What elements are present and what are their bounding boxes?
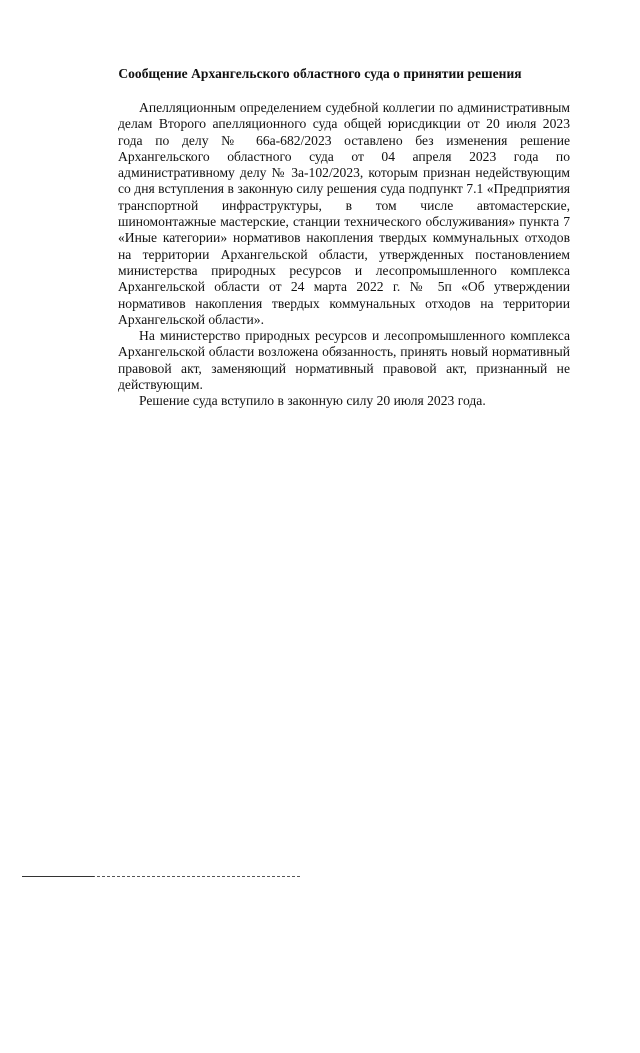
paragraph-appeal-ruling: Апелляционным определением судебной коллегии по административным делам Второго апелляционного суда общей юрисдикции от 20 июля 2023 года по делу № 66а-682/2023 оставлено без изменения решение Архангельского областного суда от 04 апреля 2023 года по административному делу № 3а-102/2023, которым признан недействующим со дня вступления в законную силу решения суда подпункт 7.1 «Предприятия транспортной инфраструктуры, в том числе автомастерские, шиномонтажные мастерские, станции технического обслуживания» пункта 7 «Иные категории» нормативов накопления твердых коммунальных отходов на территории Архангельской области, утвержденных постановлением министерства природных ресурсов и лесопромышленного комплекса Архангельской области от 24 марта 2022 г. № 5п «Об утверждении нормативов накопления твердых коммунальных отходов на территории Архангельской области». [118,100,570,327]
paragraph-effective-date: Решение суда вступило в законную силу 20 июля 2023 года. [139,393,486,409]
document-body [118,100,570,410]
document-title: Сообщение Архангельского областного суда о принятии решения [118,66,522,81]
footnote-divider-solid [22,876,94,877]
paragraph-ministry-obligation: На министерство природных ресурсов и лесопромышленного комплекса Архангельской области возложена обязанность, принять новый нормативный правовой акт, заменяющий нормативный правовой акт, признанный не действующим. [118,328,570,393]
